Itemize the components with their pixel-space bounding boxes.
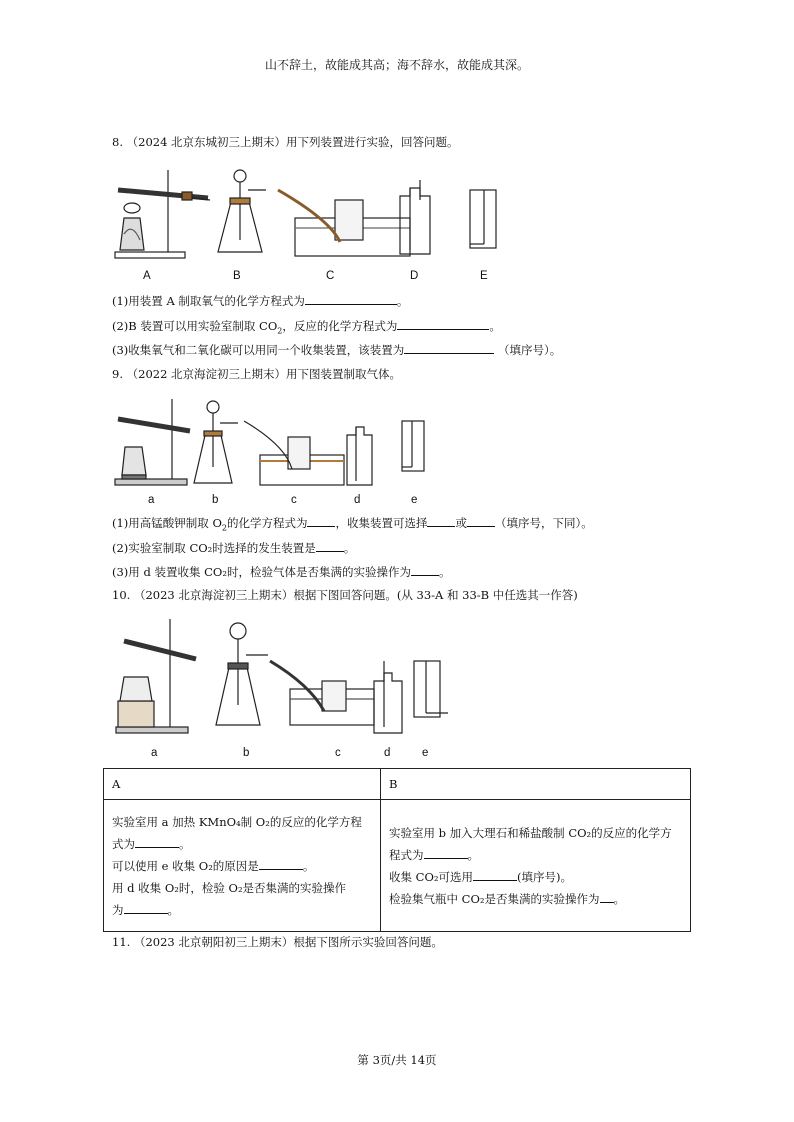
q10-a-line1: 实验室用 a 加热 KMnO₄制 O₂的反应的化学方程 (112, 814, 362, 829)
q10-b-line3-text: 收集 CO₂可选用 (389, 869, 473, 884)
q10-label-c: c (335, 747, 341, 759)
q10-title: 10. （2023 北京海淀初三上期末）根据下图回答问题。(从 33-A 和 33-B 中任选其一作答) (112, 588, 578, 602)
q8-part1-text: (1)用装置 A 制取氧气的化学方程式为 (112, 294, 305, 308)
q10-b-blank3[interactable] (600, 891, 614, 903)
q10-label-d: d (384, 747, 391, 759)
q10-a-blank3[interactable] (124, 902, 168, 914)
q8-apparatus-figure (110, 160, 510, 265)
q10-label-b: b (243, 747, 250, 759)
q9-part1-blank3[interactable] (467, 515, 495, 527)
q10-label-e: e (422, 747, 429, 759)
q8-part3-blank[interactable] (404, 342, 494, 354)
q9-label-a: a (148, 494, 155, 506)
q8-part3-text: (3)收集氧气和二氧化碳可以用同一个收集装置，该装置为 (112, 343, 405, 357)
q8-part2: (2)B 装置可以用实验室制取 $CO_2$，反应的化学方程式为 。 (112, 319, 501, 336)
q10-table-header-row (104, 769, 691, 800)
q8-label-B: B (233, 270, 241, 282)
q10-table-body-row (104, 800, 691, 932)
q10-b-line4-text: 检验集气瓶中 CO₂是否集满的实验操作为 (389, 891, 600, 906)
q8-part1-blank[interactable] (305, 293, 397, 305)
q9-part3: (3)用 d 装置收集 CO₂时，检验气体是否集满的实验操作为 。 (112, 565, 451, 579)
q9-apparatus-figure (110, 395, 450, 491)
q10-a-blank2[interactable] (259, 858, 303, 870)
q9-part1-text3: ，收集装置可选择 (335, 516, 428, 530)
q8-stand-base (115, 252, 185, 258)
q9-part1-text4: 或 (455, 516, 467, 530)
q10-b-line3-text2: (填序号)。 (517, 869, 572, 884)
q9-part1-text5: （填序号，下同）。 (494, 516, 593, 530)
q10-col-B-header: B (381, 769, 691, 800)
q10-col-A-header: A (104, 769, 381, 800)
q10-answer-table (103, 768, 691, 932)
q8-part1: (1)用装置 A 制取氧气的化学方程式为 。 (112, 294, 409, 308)
q10-b-line2: 程式为 。 (389, 847, 479, 862)
q9-part2-text: (2)实验室制取 CO₂时选择的发生装置是 (112, 541, 316, 555)
q10-a-line5-text: 为 (112, 902, 124, 917)
q10-a-blank1[interactable] (135, 836, 179, 848)
page-footer-number: 第 3页/共 14页 (357, 1053, 437, 1067)
q8-label-A: A (143, 270, 151, 282)
q10-a-line3-text: 可以使用 e 收集 O₂的原因是 (112, 858, 259, 873)
q8-part3 (112, 342, 561, 358)
q8-label-D: D (410, 270, 419, 282)
q9-part1-blank2[interactable] (427, 515, 455, 527)
q10-col-B-content (381, 800, 691, 932)
q10-b-blank2[interactable] (473, 869, 517, 881)
q10-a-line5: 为 。 (112, 902, 179, 917)
q9-label-c: c (291, 494, 297, 506)
q9-part1-text: (1)用高锰酸钾制取 O (112, 516, 222, 530)
page-header-motto: 山不辞土，故能成其高；海不辞水，故能成其深。 (264, 58, 529, 72)
q10-a-line3: 可以使用 e 收集 O₂的原因是 。 (112, 858, 315, 873)
q8-label-C: C (326, 270, 335, 282)
q8-part3-text2: （填序号）。 (497, 343, 562, 357)
q10-col-A-content (104, 800, 381, 932)
q9-label-d: d (354, 494, 361, 506)
q9-part2-blank[interactable] (316, 540, 344, 552)
q10-a-line2: 式为 。 (112, 836, 191, 851)
q10-b-line3 (389, 866, 682, 888)
q10-a-line4: 用 d 收集 O₂时，检验 O₂是否集满的实验操作 (112, 880, 347, 895)
q9-part1-blank1[interactable] (307, 515, 335, 527)
q10-b-line4: 检验集气瓶中 CO₂是否集满的实验操作为 。 (389, 891, 625, 906)
q9-title: 9. （2022 北京海淀初三上期末）用下图装置制取气体。 (112, 367, 402, 381)
q10-apparatus-figure (110, 615, 455, 743)
q9-part3-blank[interactable] (411, 564, 439, 576)
q8-part2-text2: ，反应的化学方程式为 (282, 319, 398, 333)
q10-b-blank1[interactable] (424, 847, 468, 859)
q9-part1: (1)用高锰酸钾制取 $O_2$的化学方程式为 ，收集装置可选择 或 （填序号，下同）。 (112, 516, 593, 533)
q9-label-e: e (411, 494, 418, 506)
q8-part2-blank[interactable] (397, 318, 489, 330)
q10-b-line2-text: 程式为 (389, 847, 424, 862)
q9-label-b: b (212, 494, 219, 506)
q8-title: 8. （2024 北京东城初三上期末）用下列装置进行实验，回答问题。 (112, 135, 459, 149)
q9-part1-text2: 的化学方程式为 (226, 516, 308, 530)
q9-part3-text: (3)用 d 装置收集 CO₂时，检验气体是否集满的实验操作为 (112, 565, 411, 579)
q9-part2: (2)实验室制取 CO₂时选择的发生装置是 。 (112, 541, 356, 555)
q8-label-E: E (480, 270, 488, 282)
q8-part2-text: (2)B 装置可以用实验室制取 CO (112, 319, 278, 333)
q11-title: 11. （2023 北京朝阳初三上期末）根据下图所示实验回答问题。 (112, 935, 443, 949)
q10-a-line2-text: 式为 (112, 836, 135, 851)
q10-label-a: a (151, 747, 158, 759)
q10-b-line1: 实验室用 b 加入大理石和稀盐酸制 CO₂的反应的化学方 (389, 825, 672, 840)
